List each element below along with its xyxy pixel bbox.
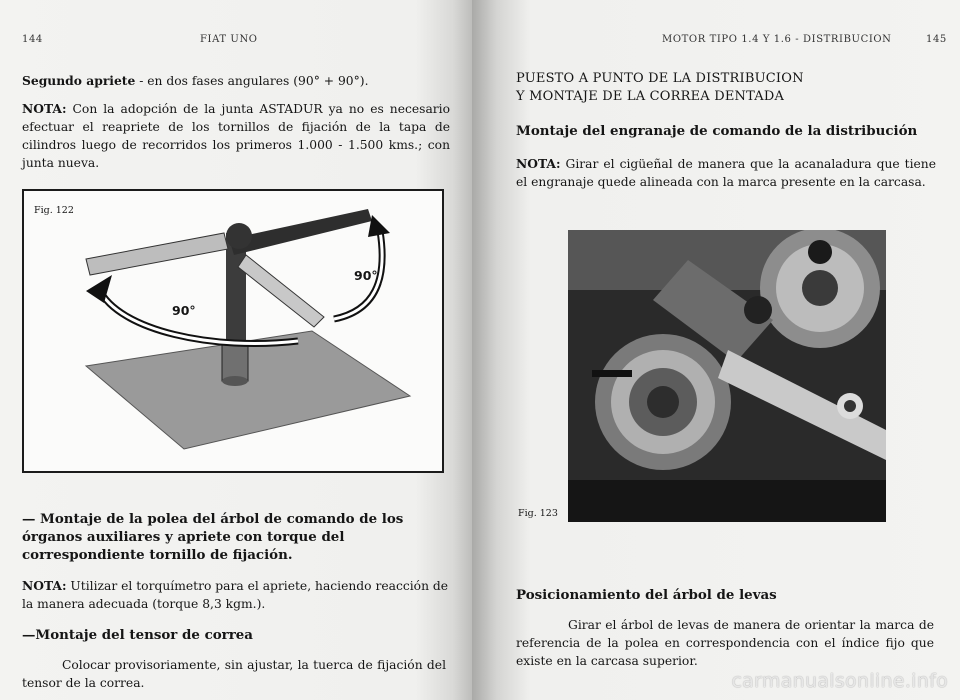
torque-wrench-illustration bbox=[24, 191, 442, 471]
left-running-header: FIAT UNO bbox=[200, 34, 258, 45]
left-page bbox=[0, 0, 472, 700]
tensioner-bolt-center bbox=[844, 400, 856, 412]
figure-122-label: Fig. 122 bbox=[34, 205, 74, 216]
angle-label-top: 90° bbox=[354, 268, 378, 283]
angle-label-bottom: 90° bbox=[172, 303, 196, 318]
crankshaft-hub bbox=[647, 386, 679, 418]
upper-gear-bolt bbox=[808, 240, 832, 264]
segundo-apriete-text: - en dos fases angulares (90° + 90°). bbox=[135, 74, 369, 88]
right-page-number: 145 bbox=[926, 34, 947, 45]
timing-gear-photo bbox=[568, 230, 886, 522]
note-torquimetro bbox=[22, 577, 452, 613]
segundo-apriete-lead: Segundo apriete bbox=[22, 73, 136, 88]
watermark: carmanualsonline.info bbox=[731, 670, 948, 692]
subheading-levas: Posicionamiento del árbol de levas bbox=[516, 587, 777, 603]
heading-tensor: —Montaje del tensor de correa bbox=[22, 627, 253, 643]
right-running-header: MOTOR TIPO 1.4 Y 1.6 - DISTRIBUCION bbox=[662, 34, 892, 45]
note-astadur-text: Con la adopción de la junta ASTADUR ya no es necesario efectuar el reapriete de los tornillos de fijación de la tapa de cilindros luego de recorridos los primeros 1.000 - 1.500 kms.; con junta nueva. bbox=[22, 102, 450, 170]
note-astadur-lead: NOTA: bbox=[22, 101, 67, 116]
figure-123-label: Fig. 123 bbox=[518, 508, 558, 519]
paragraph-levas: Girar el árbol de levas de manera de orientar la marca de referencia de la polea en correspondencia con el índice fijo que existe en la carcasa superior. bbox=[516, 618, 934, 668]
title-line-1: PUESTO A PUNTO DE LA DISTRIBUCION bbox=[516, 71, 804, 86]
figure-122 bbox=[22, 189, 444, 473]
paragraph-tensor: Colocar provisoriamente, sin ajustar, la tuerca de fijación del tensor de la correa. bbox=[22, 658, 446, 690]
extension-bar-initial bbox=[86, 233, 228, 275]
segundo-apriete-paragraph bbox=[22, 72, 452, 90]
left-page-number: 144 bbox=[22, 34, 43, 45]
note-torquimetro-text: Utilizar el torquímetro para el apriete, haciendo reacción de la manera adecuada (torque 8,3 kgm.). bbox=[22, 579, 449, 611]
bolt-base bbox=[222, 376, 248, 386]
extension-bar-rotated bbox=[238, 255, 324, 327]
rotation-arrow-bottom-inner bbox=[99, 289, 298, 344]
photo-bottom-shadow bbox=[568, 480, 886, 522]
note-torquimetro-lead: NOTA: bbox=[22, 578, 67, 593]
figure-123-photo bbox=[568, 230, 886, 522]
bracket-hole bbox=[744, 296, 772, 324]
t-handle-hub bbox=[226, 223, 252, 249]
note-astadur bbox=[22, 100, 450, 172]
note-ciguenal-text: Girar el cigüeñal de manera que la acanaladura que tiene el engranaje quede alineada con la marca presente en la carcasa. bbox=[516, 157, 936, 189]
right-page bbox=[472, 0, 960, 700]
alignment-mark bbox=[592, 370, 632, 377]
arrowhead-right bbox=[368, 215, 390, 237]
subheading-engranaje: Montaje del engranaje de comando de la distribución bbox=[516, 123, 918, 139]
note-ciguenal bbox=[516, 155, 936, 191]
note-ciguenal-lead: NOTA: bbox=[516, 156, 561, 171]
upper-gear-hub bbox=[802, 270, 838, 306]
title-line-2: Y MONTAJE DE LA CORREA DENTADA bbox=[516, 89, 785, 104]
heading-polea: — Montaje de la polea del árbol de comando de los órganos auxiliares y apriete con torque del correspondiente tornillo de fijación. bbox=[22, 511, 404, 563]
